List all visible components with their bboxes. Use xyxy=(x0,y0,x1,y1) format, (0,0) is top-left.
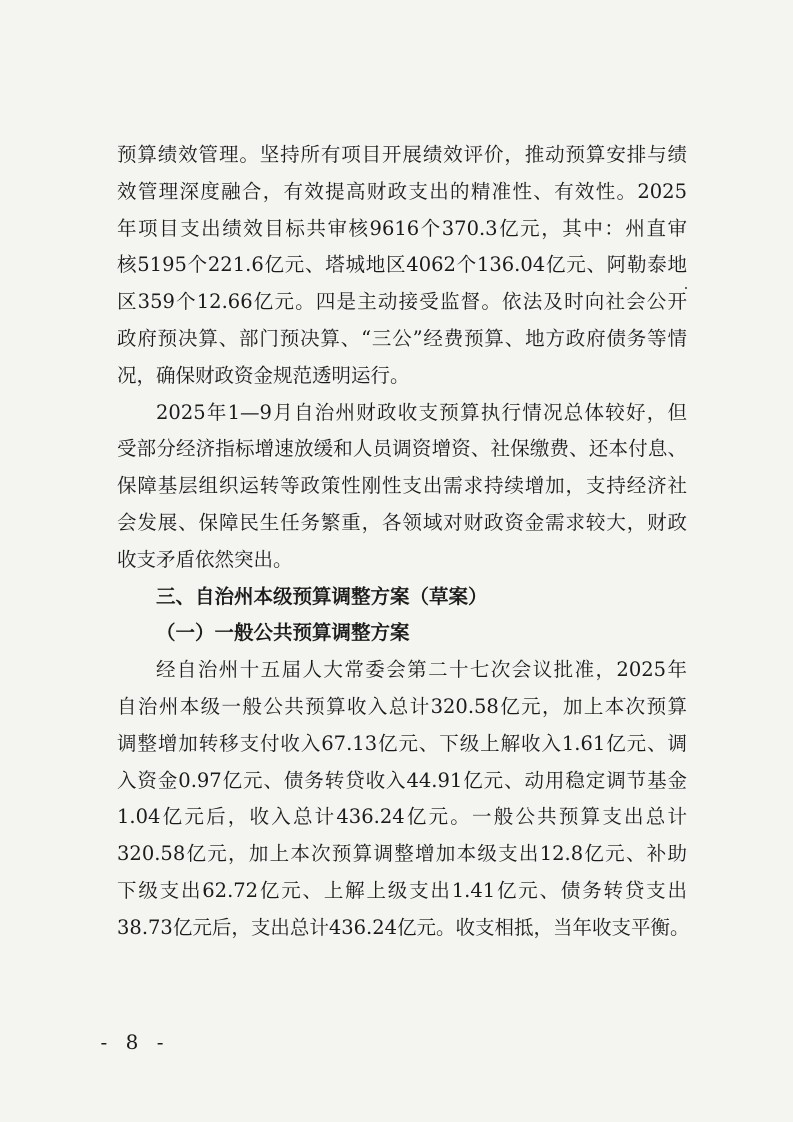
text-line: 受部分经济指标增速放缓和人员调资增资、社保缴费、还本付息、 xyxy=(117,437,687,461)
subsection-heading: （一）一般公共预算调整方案 xyxy=(156,621,410,645)
page-number: - 8 - xyxy=(100,1030,170,1054)
text-line: 1.04亿元后，收入总计436.24亿元。一般公共预算支出总计 xyxy=(117,805,687,829)
text-line: 会发展、保障民生任务繁重，各领域对财政资金需求较大，财政 xyxy=(117,510,687,534)
text-line: 核5195个221.6亿元、塔城地区4062个136.04亿元、阿勒泰地 xyxy=(117,253,687,277)
text-line: 经自治州十五届人大常委会第二十七次会议批准，2025年 xyxy=(156,658,687,682)
speck-mark xyxy=(685,287,687,289)
text-line: 下级支出62.72亿元、上解上级支出1.41亿元、债务转贷支出 xyxy=(117,878,687,902)
text-line: 收支矛盾依然突出。 xyxy=(117,547,293,571)
text-line: 年项目支出绩效目标共审核9616个370.3亿元，其中：州直审 xyxy=(117,216,687,240)
text-line: 38.73亿元后，支出总计436.24亿元。收支相抵，当年收支平衡。 xyxy=(117,915,690,939)
body-text xyxy=(117,137,690,947)
text-line: 况，确保财政资金规范透明运行。 xyxy=(117,363,410,387)
text-line: 自治州本级一般公共预算收入总计320.58亿元，加上本次预算 xyxy=(117,694,687,718)
text-line: 政府预决算、部门预决算、“三公”经费预算、地方政府债务等情 xyxy=(117,326,687,350)
text-line: 效管理深度融合，有效提高财政支出的精准性、有效性。2025 xyxy=(117,179,687,203)
text-line: 保障基层组织运转等政策性刚性支出需求持续增加，支持经济社 xyxy=(117,474,687,498)
text-line: 2025年1—9月自治州财政收支预算执行情况总体较好，但 xyxy=(156,400,687,424)
text-line: 区359个12.66亿元。四是主动接受监督。依法及时向社会公开 xyxy=(117,290,687,314)
section-heading: 三、自治州本级预算调整方案（草案） xyxy=(156,584,488,608)
text-line: 320.58亿元，加上本次预算调整增加本级支出12.8亿元、补助 xyxy=(117,842,687,866)
text-line: 入资金0.97亿元、债务转贷收入44.91亿元、动用稳定调节基金 xyxy=(117,768,687,792)
text-line: 预算绩效管理。坚持所有项目开展绩效评价，推动预算安排与绩 xyxy=(117,143,687,166)
text-line: 调整增加转移支付收入67.13亿元、下级上解收入1.61亿元、调 xyxy=(117,731,687,755)
